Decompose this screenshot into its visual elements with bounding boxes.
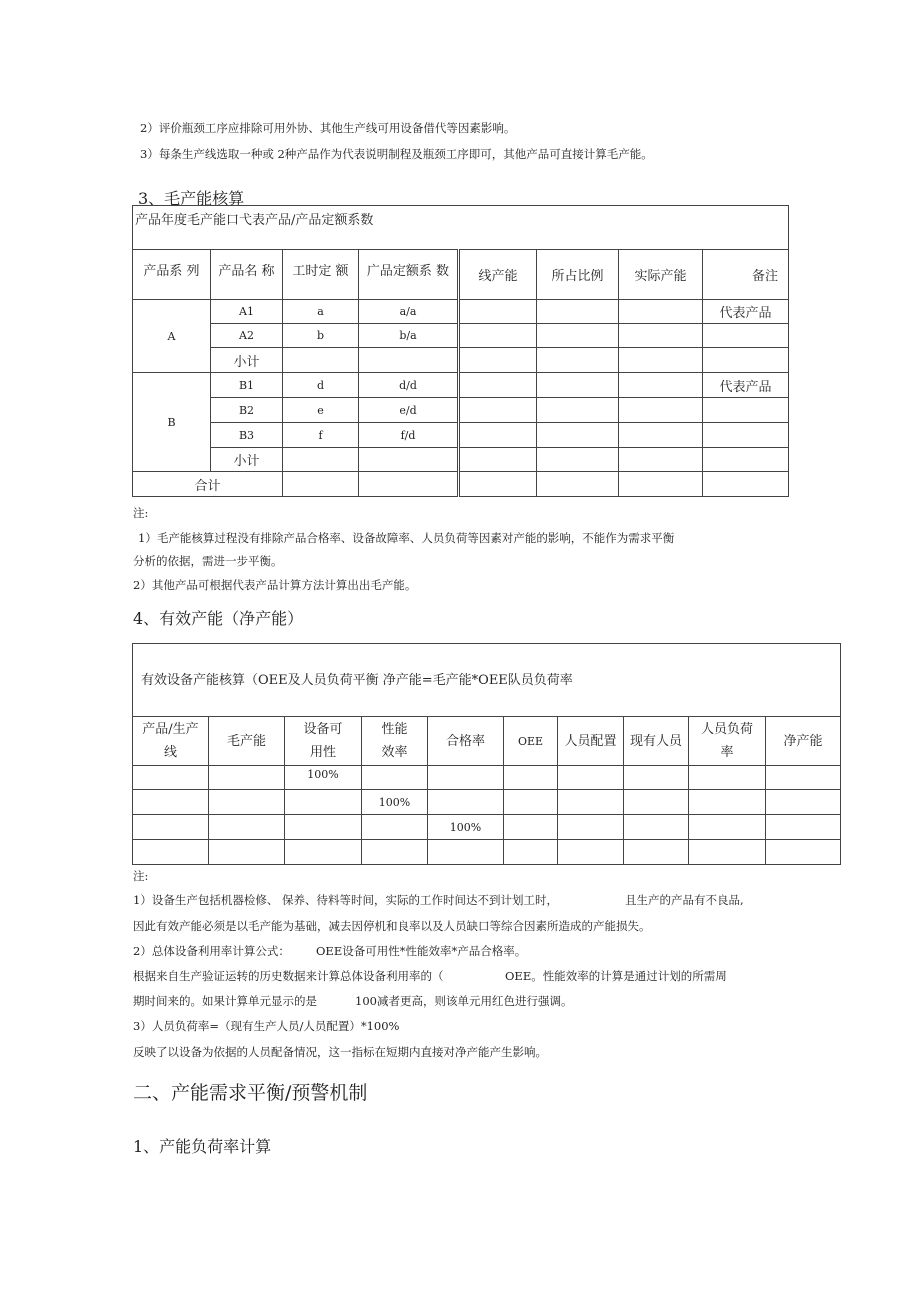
header-product-name: 产品名 称 bbox=[211, 250, 283, 300]
header-staff-config: 人员配置 bbox=[558, 717, 624, 766]
section-4-heading: 4、有效产能（净产能） bbox=[133, 609, 304, 628]
hours-cell: f bbox=[283, 423, 359, 448]
section-3-note-1-cont: 分析的依据，需进一步平衡。 bbox=[133, 554, 283, 568]
section-4-note-2b: OEE设备可用性*性能效率*产品合格率。 bbox=[316, 944, 527, 958]
header-line-capacity: 线产能 bbox=[459, 250, 537, 300]
hours-cell: b bbox=[283, 324, 359, 348]
remark-cell: 代表产品 bbox=[703, 373, 789, 398]
subtotal-cell: 小计 bbox=[211, 348, 283, 373]
series-cell: B bbox=[133, 373, 211, 472]
header-performance: 性能效率 bbox=[362, 717, 428, 766]
total-cell: 合计 bbox=[133, 472, 283, 497]
series-cell: A bbox=[133, 300, 211, 373]
section-two-heading: 二、产能需求平衡/预警机制 bbox=[133, 1082, 368, 1104]
coef-cell: d/d bbox=[359, 373, 459, 398]
product-name-cell: B1 bbox=[211, 373, 283, 398]
performance-value: 100% bbox=[362, 790, 428, 815]
remark-cell: 代表产品 bbox=[703, 300, 789, 324]
subtotal-cell: 小计 bbox=[211, 448, 283, 472]
section-4-note-2: 2）总体设备利用率计算公式： bbox=[133, 944, 290, 958]
section-3-heading: 3、毛产能核算 bbox=[138, 189, 245, 208]
effective-table-title: 有效设备产能核算（OEE及人员负荷平衡 净产能=毛产能*OEE队员负荷率 bbox=[133, 644, 841, 717]
section-4-note-2-contb: OEE。性能效率的计算是通过计划的所需周 bbox=[505, 969, 727, 983]
section-4-note-2-cont2: 期时间来的。如果计算单元显示的是 bbox=[133, 994, 317, 1008]
header-coefficient: 广品定额系 数 bbox=[359, 250, 459, 300]
gross-capacity-table bbox=[132, 205, 789, 497]
coef-cell: b/a bbox=[359, 324, 459, 348]
header-gross-capacity: 毛产能 bbox=[209, 717, 285, 766]
section-4-note-3-cont: 反映了以设备为依据的人员配备情况，这一指标在短期内直接对净产能产生影响。 bbox=[133, 1045, 547, 1059]
quality-value: 100% bbox=[428, 815, 504, 840]
section-3-note-2: 2）其他产品可根据代表产品计算方法计算出出毛产能。 bbox=[133, 578, 417, 592]
section-4-note-1: 1）设备生产包括机器检修、 保养、待料等时间，实际的工作时间达不到计划工时， bbox=[133, 893, 558, 907]
product-name-cell: B2 bbox=[211, 398, 283, 423]
header-net-capacity: 净产能 bbox=[766, 717, 841, 766]
section-3-note-label: 注: bbox=[133, 506, 149, 520]
section-4-note-1-cont: 因此有效产能必须是以毛产能为基础，减去因停机和良率以及人员缺口等综合因素所造成的产能损失。 bbox=[133, 919, 651, 933]
effective-capacity-table bbox=[132, 643, 841, 865]
header-oee: OEE bbox=[504, 717, 558, 766]
product-name-cell: A2 bbox=[211, 324, 283, 348]
product-name-cell: A1 bbox=[211, 300, 283, 324]
header-staff-load: 人员负荷率 bbox=[689, 717, 766, 766]
section-4-note-2-cont2b: 100减者更高，则该单元用红色进行强调。 bbox=[355, 994, 573, 1008]
header-ratio: 所占比例 bbox=[537, 250, 619, 300]
header-current-staff: 现有人员 bbox=[624, 717, 689, 766]
intro-note-3: 3）每条生产线选取一种或 2种产品作为代表说明制程及瓶颈工序即可，其他产品可直接计算毛产能。 bbox=[140, 147, 653, 161]
section-two-1-heading: 1、产能负荷率计算 bbox=[133, 1137, 272, 1156]
section-4-note-1b: 且生产的产品有不良品, bbox=[625, 893, 744, 907]
coef-cell: e/d bbox=[359, 398, 459, 423]
remark-cell bbox=[703, 324, 789, 348]
section-4-note-2-cont: 根据来自生产验证运转的历史数据来计算总体设备利用率的（ bbox=[133, 969, 444, 983]
intro-note-2: 2）评价瓶颈工序应排除可用外协、其他生产线可用设备借代等因素影响。 bbox=[140, 121, 516, 135]
header-quality: 合格率 bbox=[428, 717, 504, 766]
header-actual-capacity: 实际产能 bbox=[619, 250, 703, 300]
section-3-note-1: 1）毛产能核算过程没有排除产品合格率、设备故障率、人员负荷等因素对产能的影响，不能作为需求平衡 bbox=[138, 531, 675, 545]
hours-cell: d bbox=[283, 373, 359, 398]
gross-table-title: 产品年度毛产能口弋表产品/产品定额系数 bbox=[133, 206, 789, 250]
header-series: 产品系 列 bbox=[133, 250, 211, 300]
header-remark: 备注 bbox=[703, 250, 789, 300]
header-product-line: 产品/生产线 bbox=[133, 717, 209, 766]
hours-cell: a bbox=[283, 300, 359, 324]
coef-cell: a/a bbox=[359, 300, 459, 324]
section-4-note-3: 3）人员负荷率=（现有生产人员/人员配置）*100% bbox=[133, 1019, 400, 1033]
section-4-note-label: 注: bbox=[133, 869, 149, 883]
coef-cell: f/d bbox=[359, 423, 459, 448]
hours-cell: e bbox=[283, 398, 359, 423]
availability-value: 100% bbox=[285, 766, 362, 790]
product-name-cell: B3 bbox=[211, 423, 283, 448]
header-availability: 设备可用性 bbox=[285, 717, 362, 766]
header-work-hours: 工时定 额 bbox=[283, 250, 359, 300]
